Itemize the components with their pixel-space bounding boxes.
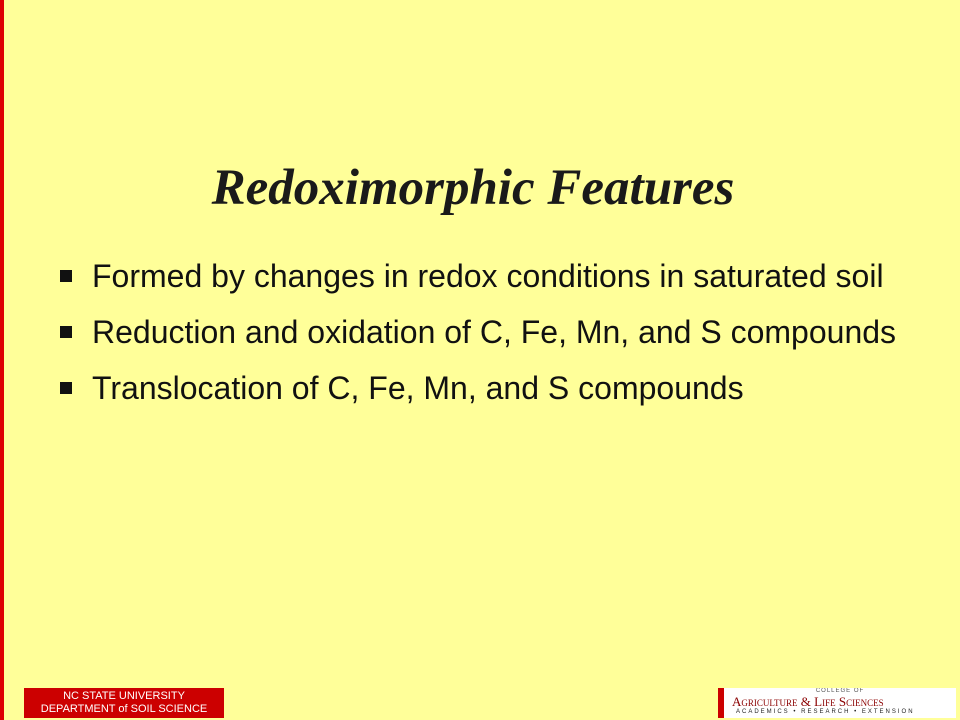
department-name: DEPARTMENT of SOIL SCIENCE <box>40 703 208 715</box>
cals-name: Agriculture & Life Sciences <box>732 694 884 709</box>
bullet-item <box>60 255 900 297</box>
ncsu-soil-science-logo <box>24 688 224 718</box>
square-bullet-icon <box>60 326 72 338</box>
cals-college-of: COLLEGE OF <box>815 688 865 694</box>
square-bullet-icon <box>60 382 72 394</box>
cals-tagline: ACADEMICS • RESEARCH • EXTENSION <box>736 709 915 715</box>
left-accent-bar <box>0 0 4 720</box>
bullet-text: Translocation of C, Fe, Mn, and S compounds <box>92 370 744 406</box>
bullet-item <box>60 367 900 409</box>
cals-logo <box>718 688 956 718</box>
bullet-text: Formed by changes in redox conditions in saturated soil <box>92 258 884 294</box>
university-name: NC STATE UNIVERSITY <box>63 690 185 702</box>
bullet-list <box>60 255 900 423</box>
square-bullet-icon <box>60 270 72 282</box>
bullet-text: Reduction and oxidation of C, Fe, Mn, and S compounds <box>92 314 897 350</box>
slide-title: Redoximorphic Features <box>211 160 735 216</box>
bullet-item <box>60 311 900 353</box>
